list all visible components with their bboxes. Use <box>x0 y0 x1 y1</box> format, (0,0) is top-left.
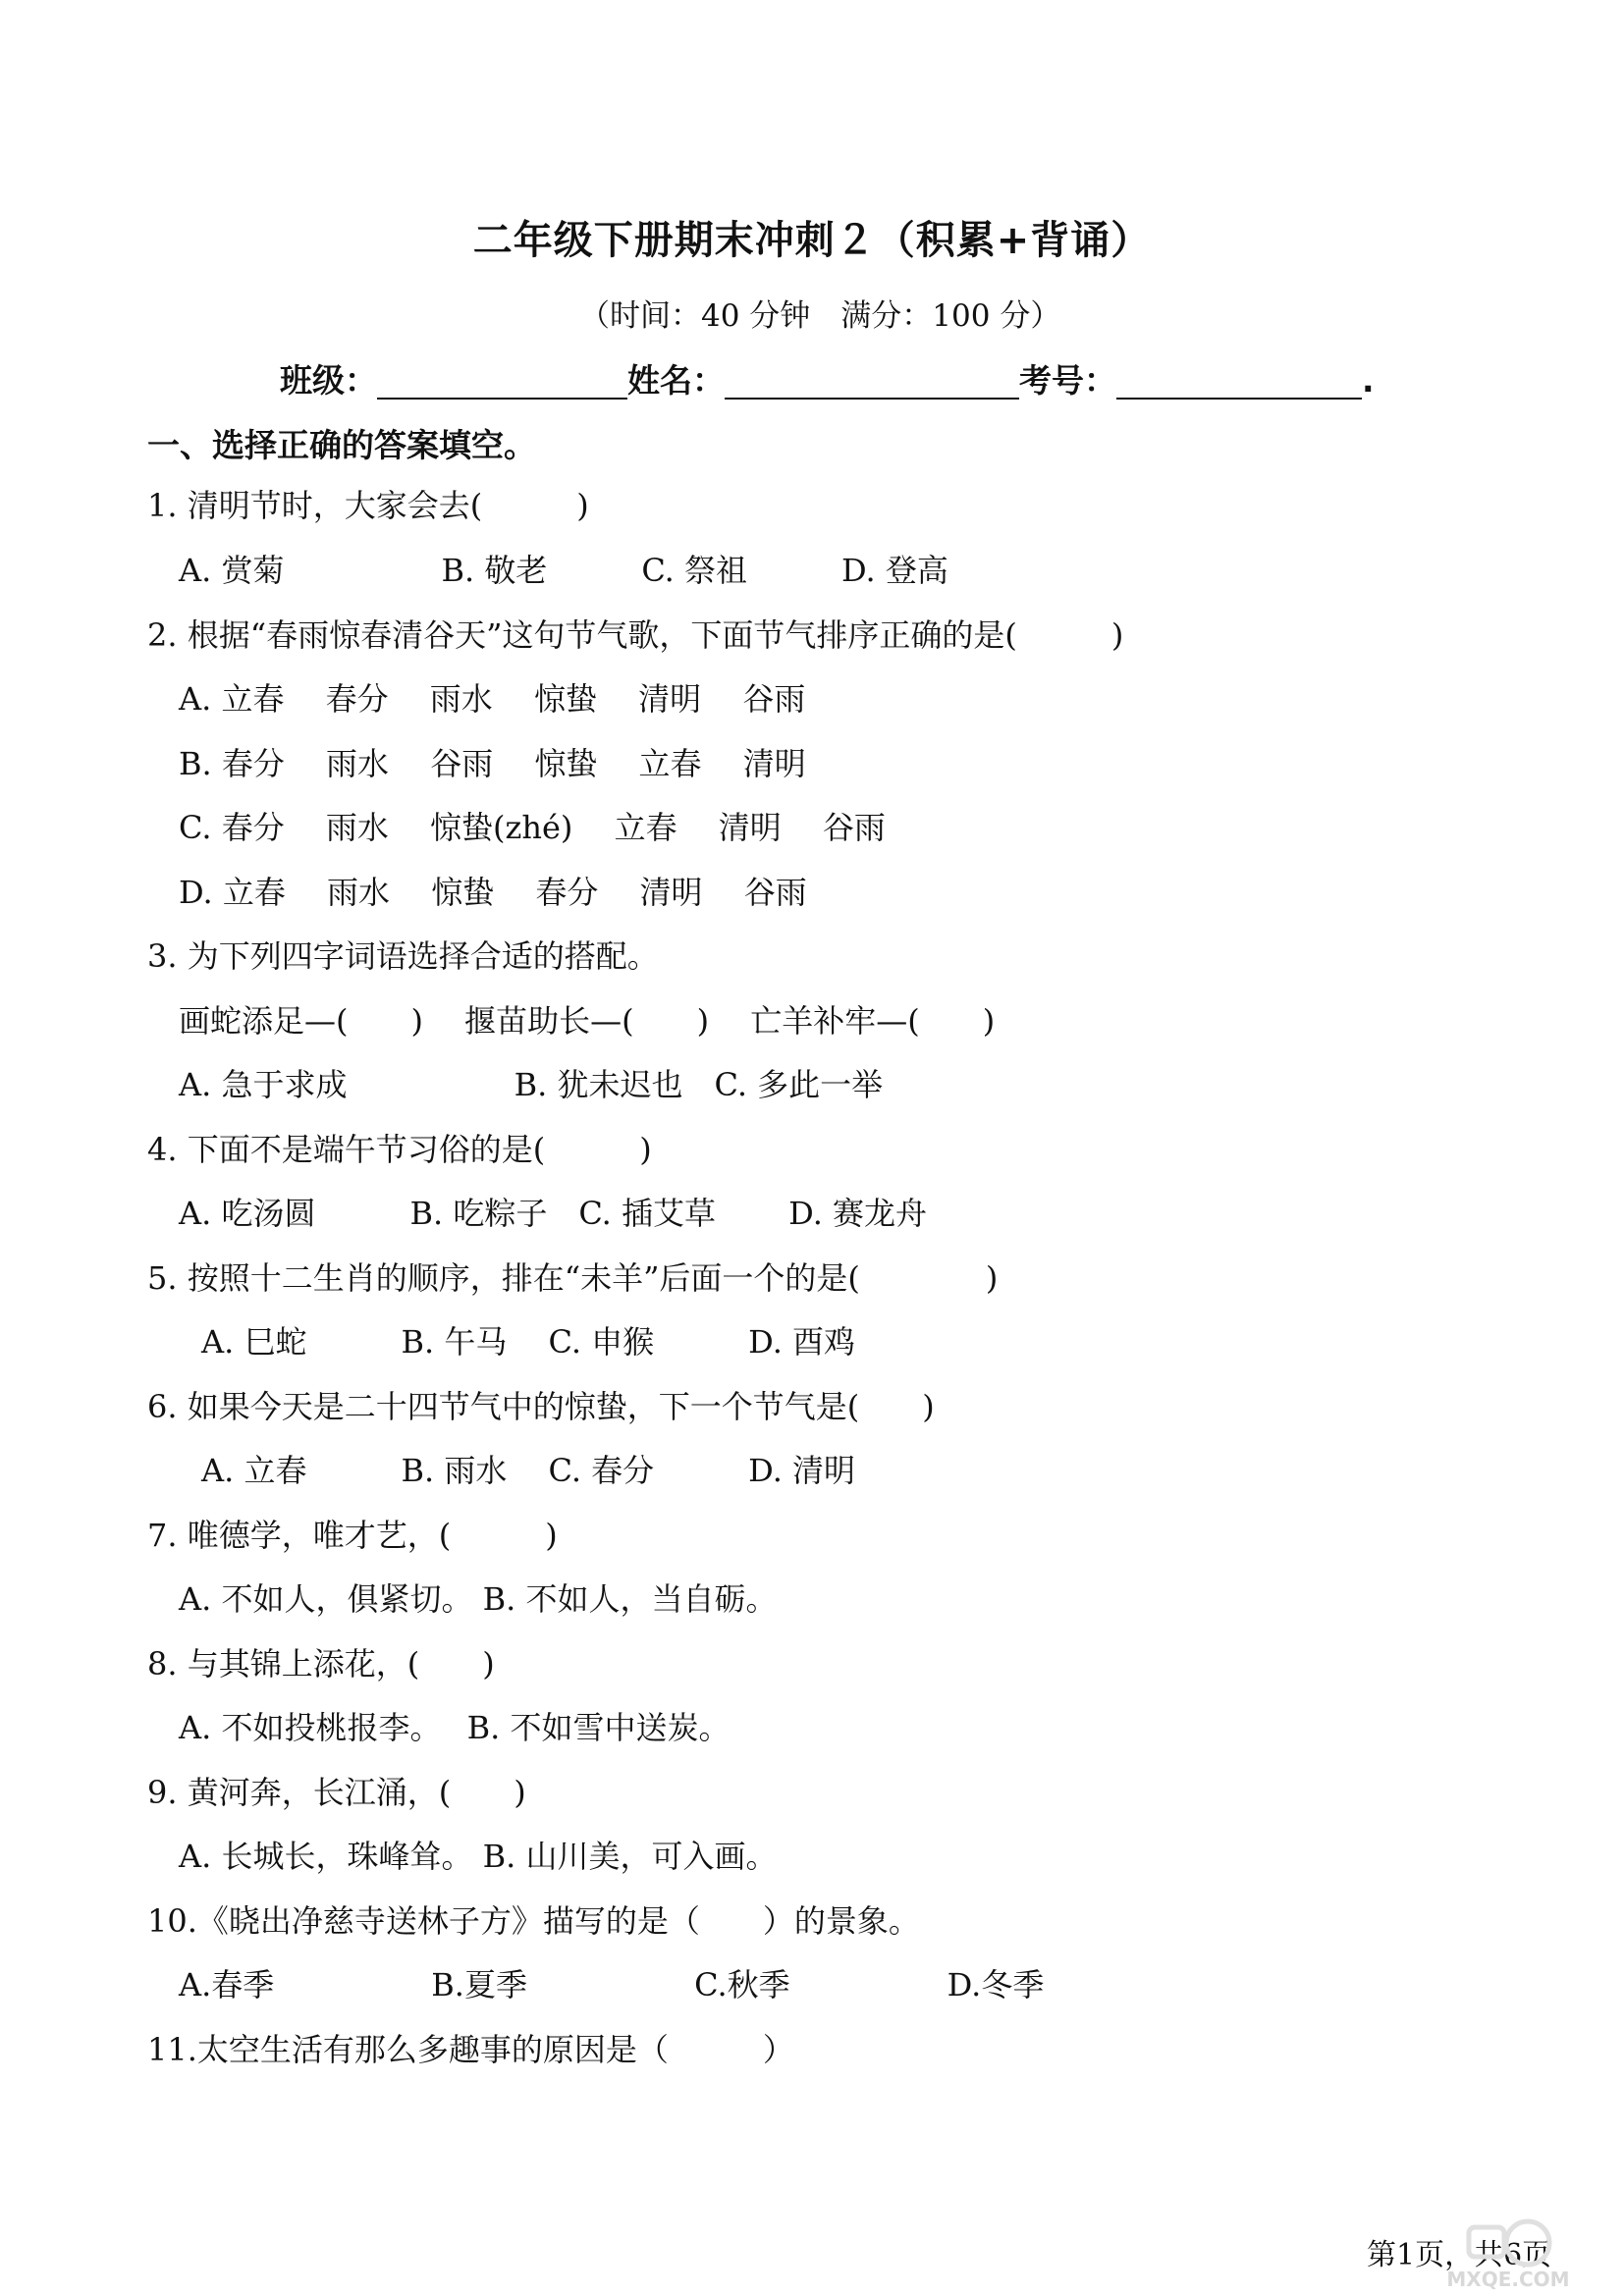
matching-line: 画蛇添足—( ) 揠苗助长—( ) 亡羊补牢—( ) <box>179 1002 996 1040</box>
question-line: 4. 下面不是端午节习俗的是( ) <box>147 1131 652 1168</box>
question-line: 7. 唯德学，唯才艺，( ) <box>147 1517 558 1554</box>
option-line: A. 急于求成 B. 犹未迟也 C. 多此一举 <box>179 1066 884 1103</box>
question-line: 11.太空生活有那么多趣事的原因是（ ） <box>147 2031 794 2068</box>
option-line: B. 春分 雨水 谷雨 惊蛰 立春 清明 <box>179 745 806 782</box>
option-line: A. 赏菊 B. 敬老 C. 祭祖 D. 登高 <box>179 552 948 589</box>
exam-title: 二年级下册期末冲刺２（积累+背诵） <box>472 218 1152 263</box>
exam-number-label: 考号： <box>1019 361 1116 400</box>
option-line: A. 长城长，珠峰耸。 B. 山川美，可入画。 <box>179 1838 778 1875</box>
section-heading: 一、选择正确的答案填空。 <box>147 426 536 464</box>
class-label: 班级： <box>280 361 377 400</box>
option-line: D. 立春 雨水 惊蛰 春分 清明 谷雨 <box>179 874 807 911</box>
end-mark: . <box>1362 361 1375 400</box>
option-line: A. 不如人，俱紧切。 B. 不如人，当自砺。 <box>179 1580 778 1618</box>
page-footer: 第1页，共6页 <box>1367 2238 1552 2272</box>
option-line: A. 巳蛇 B. 午马 C. 申猴 D. 酉鸡 <box>201 1323 856 1361</box>
question-line: 5. 按照十二生肖的顺序，排在“未羊”后面一个的是( ) <box>147 1259 999 1297</box>
question-line: 3. 为下列四字词语选择合适的搭配。 <box>147 937 659 975</box>
name-label: 姓名： <box>627 361 725 400</box>
question-line: 6. 如果今天是二十四节气中的惊蛰，下一个节气是( ) <box>147 1388 935 1425</box>
question-line: 10.《晓出净慈寺送林子方》描写的是（ ）的景象。 <box>147 1902 920 1940</box>
option-line: C. 春分 雨水 惊蛰(zhé) 立春 清明 谷雨 <box>179 809 886 846</box>
question-line: 8. 与其锦上添花，( ) <box>147 1645 495 1682</box>
exam-number-blank[interactable] <box>1116 364 1362 400</box>
question-line: 9. 黄河奔，长江涌，( ) <box>147 1774 526 1811</box>
class-blank[interactable] <box>377 364 627 400</box>
option-line: A.春季 B.夏季 C.秋季 D.冬季 <box>179 1966 1045 2003</box>
question-line: 2. 根据“春雨惊春清谷天”这句节气歌，下面节气排序正确的是( ) <box>147 616 1124 654</box>
student-info-row <box>280 355 1375 401</box>
watermark-text: MXQE.COM <box>1446 2268 1570 2291</box>
option-line: A. 吃汤圆 B. 吃粽子 C. 插艾草 D. 赛龙舟 <box>179 1195 928 1232</box>
option-line: A. 立春 B. 雨水 C. 春分 D. 清明 <box>201 1452 856 1489</box>
option-line: A. 立春 春分 雨水 惊蛰 清明 谷雨 <box>179 680 806 718</box>
question-line: 1. 清明节时，大家会去( ) <box>147 487 589 524</box>
watermark-logo <box>1410 2214 1606 2292</box>
option-line: A. 不如投桃报李。 B. 不如雪中送炭。 <box>179 1709 731 1746</box>
exam-subtitle: （时间：40 分钟 满分：100 分） <box>579 298 1061 334</box>
name-blank[interactable] <box>725 364 1019 400</box>
